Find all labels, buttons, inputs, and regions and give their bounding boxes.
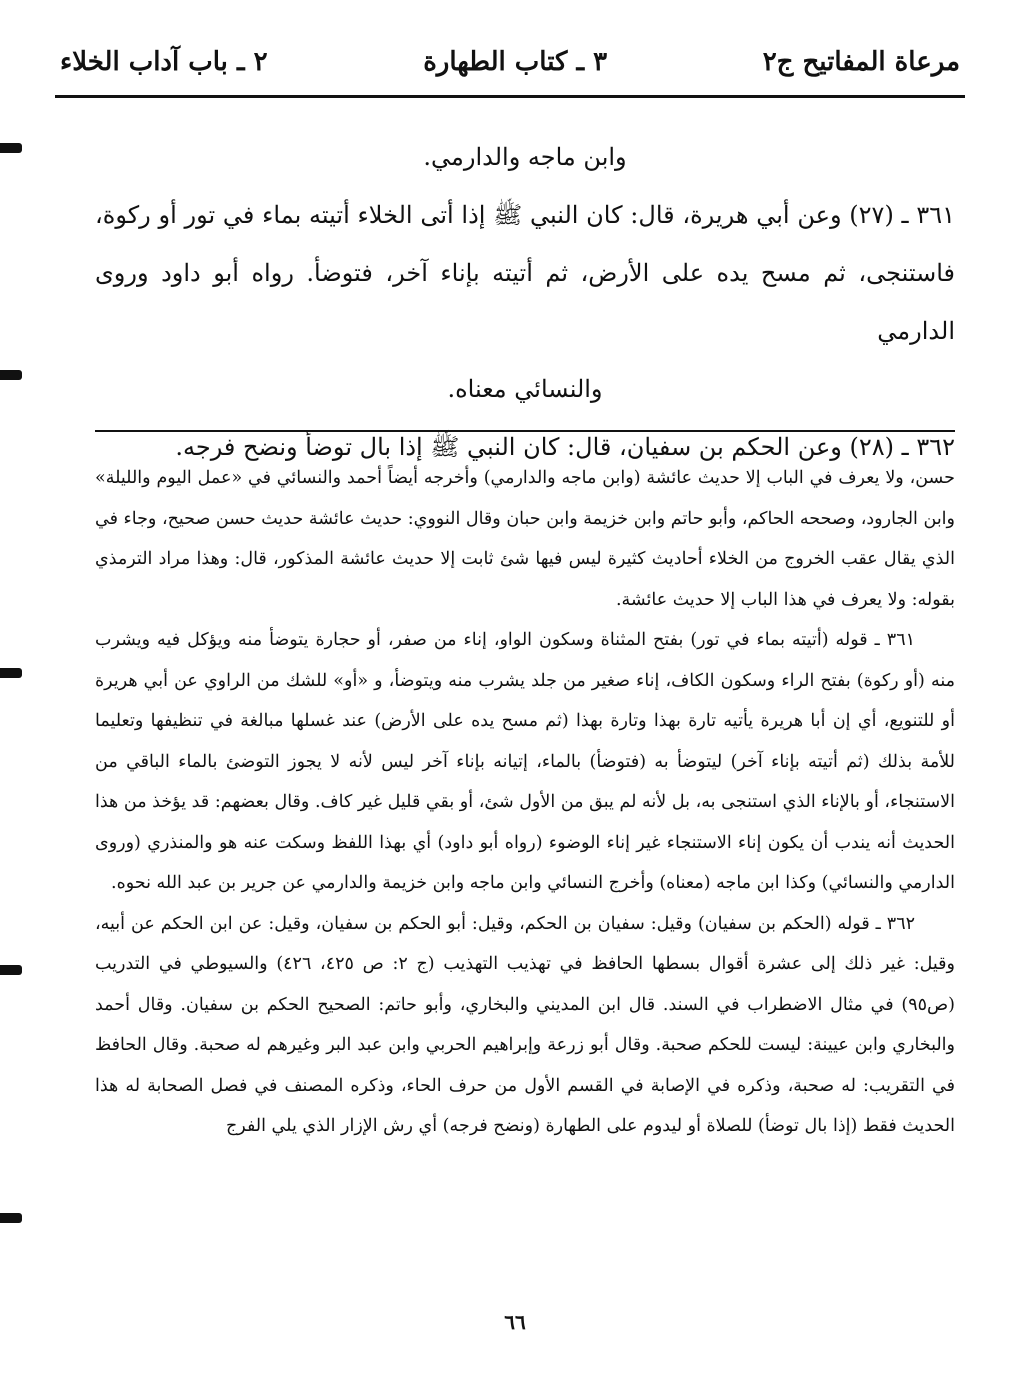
section-title: ٢ ـ باب آداب الخلاء — [60, 47, 268, 77]
header-rule — [55, 95, 965, 98]
book-title: مرعاة المفاتيح ج٢ — [762, 47, 960, 77]
main-text — [95, 128, 955, 476]
margin-mark — [0, 965, 22, 975]
commentary-paragraph-3: ٣٦٢ ـ قوله (الحكم بن سفيان) وقيل: سفيان بن الحكم، وقيل: أبو الحكم بن سفيان، وقيل: عن ابن الحكم عن أبيه، وقيل: غير ذلك إلى عشرة أقوال بسطها الحافظ في تهذيب التهذيب (ج ٢: ص ٤٢٥، ٤٢٦) والسيوطي في التدريب (ص٩٥) في مثال الاضطراب في السند. قال ابن المديني والبخاري، وأبو حاتم: الصحيح الحكم بن سفيان. وقال أحمد والبخاري وابن عيينة: ليست للحكم صحبة. وقال أبو زرعة وإبراهيم الحربي وابن عبد البر وغيرهم له صحبة. وقال الحافظ في التقريب: له صحبة، وذكره في الإصابة في القسم الأول من حرف الحاء، وذكره المصنف في فصل الصحابة له هذا الحديث فقط (إذا بال توضأ) للصلاة أو ليدوم على الطهارة (ونضح فرجه) أي رش الإزار الذي يلي الفرج — [95, 913, 955, 1136]
running-header — [60, 36, 960, 88]
page-number: ٦٦ — [504, 1310, 526, 1334]
margin-mark — [0, 370, 22, 380]
margin-mark — [0, 143, 22, 153]
margin-mark — [0, 668, 22, 678]
chapter-title: ٣ ـ كتاب الطهارة — [423, 47, 608, 77]
hadith-361-end: والنسائي معناه. — [447, 375, 603, 403]
separator-rule — [95, 430, 955, 432]
hadith-361: ٣٦١ ـ (٢٧) وعن أبي هريرة، قال: كان النبي ﷺ إذا أتى الخلاء أتيته بماء في تور أو ركوة، فاستنجى، ثم مسح يده على الأرض، ثم أتيته بإناء آخر، فتوضأ. رواه أبو داود وروى الدارمي — [95, 201, 956, 345]
main-line-intro: وابن ماجه والدارمي. — [423, 143, 627, 171]
commentary-paragraph-1: حسن، ولا يعرف في الباب إلا حديث عائشة (وابن ماجه والدارمي) وأخرجه أيضاً أحمد والنسائي في «عمل اليوم والليلة» وابن الجارود، وصححه الحاكم، وأبو حاتم وابن خزيمة وابن حبان وقال النووي: حديث عائشة حديث حسن صحيح، وجاء في الذي يقال عقب الخروج من الخلاء أحاديث كثيرة ليس فيها شئ ثابت إلا حديث عائشة المذكور، قال: وهذا مراد الترمذي بقوله: ولا يعرف في هذا الباب إلا حديث عائشة. — [95, 468, 955, 610]
margin-mark — [0, 1213, 22, 1223]
commentary-paragraph-2: ٣٦١ ـ قوله (أتيته بماء في تور) بفتح المثناة وسكون الواو، إناء من صفر، أو حجارة يتوضأ منه ويؤكل فيه ويشرب منه (أو ركوة) بفتح الراء وسكون الكاف، إناء صغير من جلد يشرب منه ويتوضأ، و «أو» للشك من الراوي عن أبي هريرة أو للتنويع، أي إن أبا هريرة يأتيه تارة بهذا وتارة بهذا (ثم مسح يده على الأرض) عند غسلها مبالغة في تنظيفها وتعليما للأمة بذلك (ثم أتيته بإناء آخر) ليتوضأ به (فتوضأ) بالماء، إتيانه بإناء آخر ليس لأنه لا يجوز التوضئ بالماء الباقي من الاستنجاء، أو بالإناء الذي استنجى به، بل لأنه لم يبق من الأول شئ، أو بقي قليل غير كاف. وقال بعضهم: قد يؤخذ من هذا الحديث أنه يندب أن يكون إناء الاستنجاء غير إناء الوضوء (رواه أبو داود) أي بهذا اللفظ وسكت عنه هو والمنذري (وروى الدارمي والنسائي) وكذا ابن ماجه (معناه) وأخرج النسائي وابن ماجه وابن خزيمة والدارمي عن جرير بن عبد الله نحوه. — [95, 630, 955, 893]
commentary — [95, 458, 955, 1147]
hadith-362: ٣٦٢ ـ (٢٨) وعن الحكم بن سفيان، قال: كان النبي ﷺ إذا بال توضأ ونضح فرجه. — [175, 433, 955, 461]
